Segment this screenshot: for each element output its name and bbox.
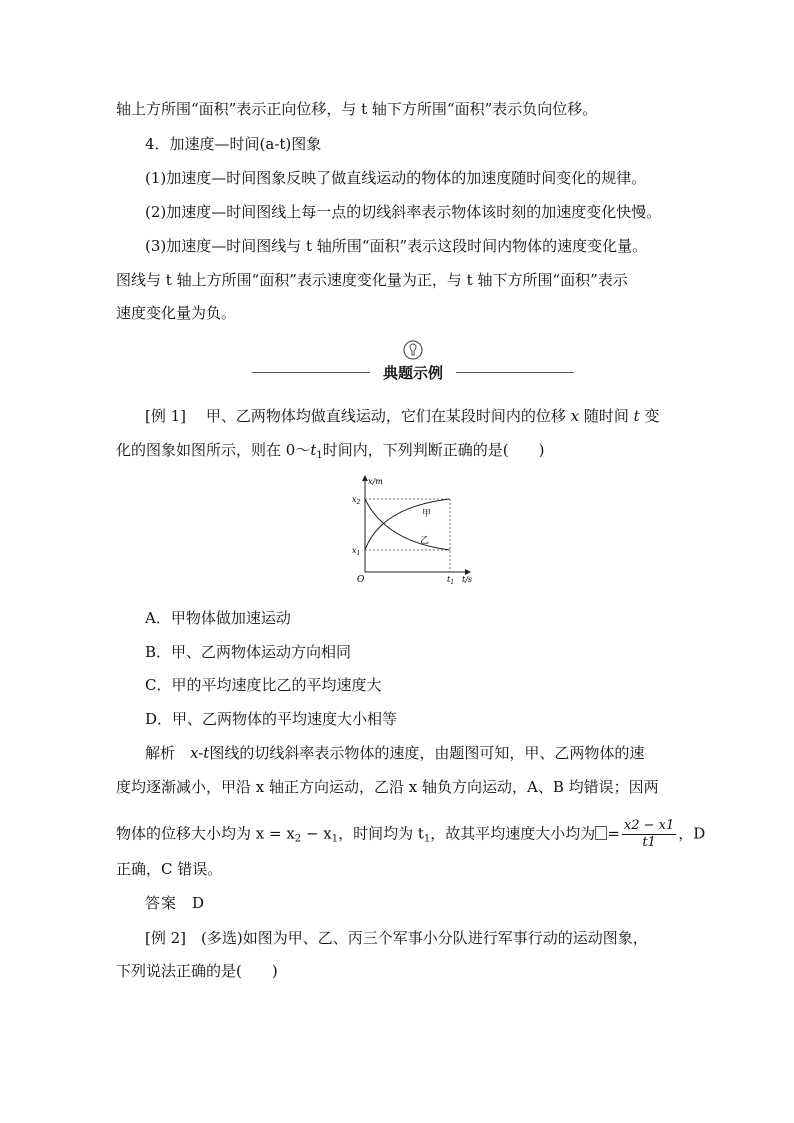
option-c: C．甲的平均速度比乙的平均速度大	[145, 676, 382, 694]
text: 化的图象如图所示，则在 0～	[116, 441, 311, 459]
xt-graph	[346, 472, 482, 588]
subscript: 2	[294, 833, 302, 845]
option-b: B．甲、乙两物体运动方向相同	[145, 643, 352, 661]
text: 时间内，下列判断正确的是( )	[322, 441, 545, 459]
example-label: [例 1]	[145, 407, 187, 425]
text: 甲、乙两物体均做直线运动，它们在某段时间内的位移	[205, 407, 566, 425]
var: x	[570, 407, 580, 425]
text: 物体的位移大小均为 x = x	[116, 824, 295, 843]
list-item-continuation: 速度变化量为负。	[116, 304, 237, 322]
example-label: [例 2]	[145, 929, 187, 947]
v-bar-glyph	[595, 826, 607, 840]
var: t	[633, 407, 640, 425]
list-item: (3)加速度—时间图线与 t 轴所围“面积”表示这段时间内物体的速度变化量。	[145, 237, 648, 255]
x-axis-label: t/s	[462, 575, 473, 584]
text: ，时间均为 t	[338, 824, 424, 843]
example-1-line-2	[116, 440, 544, 466]
option-a: A．甲物体做加速运动	[145, 609, 291, 627]
divider-line-left	[252, 372, 370, 373]
analysis-line-3: 物体的位移大小均为 $x = x_2 - x_1$，时间均为 $t_1$，故其平均速度大小均为 = $\frac{x2 - x1}{t1}$ ，D	[116, 818, 706, 850]
analysis-label: 解析	[145, 744, 176, 762]
origin-label: O	[357, 575, 365, 585]
text: 变	[644, 407, 660, 425]
answer	[145, 893, 204, 913]
answer-label: 答案	[145, 894, 178, 912]
text: − x	[301, 824, 332, 843]
curve-yi-label: 乙	[420, 536, 430, 546]
x-tick-t1: $t_1$	[447, 575, 455, 586]
text: (多选)如图为甲、乙、丙三个军事小分队进行军事行动的运动图象，	[201, 929, 648, 947]
var: x-t	[190, 744, 210, 762]
example-1-line-1	[145, 406, 660, 426]
text: 随时间	[583, 407, 629, 425]
analysis-line-1	[145, 743, 644, 763]
list-item: (2)加速度—时间图线上每一点的切线斜率表示物体该时刻的加速度变化快慢。	[145, 203, 662, 221]
text: ，故其平均速度大小均为	[430, 824, 596, 843]
curve-jia-label: 甲	[422, 509, 432, 519]
example-2-line-1	[145, 928, 648, 948]
subscript: 1	[423, 833, 431, 845]
divider-line-right	[456, 372, 574, 373]
subscript: 1	[331, 833, 339, 845]
curve-yi	[365, 499, 450, 550]
answer-value: D	[192, 894, 205, 912]
text: ，D	[678, 824, 706, 843]
y-tick-x1: $x_1$	[352, 546, 361, 557]
section-heading: 4．加速度—时间(a-t)图象	[145, 135, 322, 153]
var: t	[310, 441, 317, 459]
option-d: D．甲、乙两物体的平均速度大小相等	[145, 710, 398, 728]
para-continuation: 轴上方所围“面积”表示正向位移，与 t 轴下方所围“面积”表示负向位移。	[116, 100, 598, 118]
y-axis-label: x/m	[368, 477, 383, 486]
section-divider	[252, 340, 574, 384]
analysis-line-4: 正确，C 错误。	[116, 860, 223, 878]
divider-title: 典题示例	[382, 364, 443, 382]
y-tick-x2: $x_2$	[352, 495, 361, 506]
fraction	[622, 818, 676, 851]
text: 图线的切线斜率表示物体的速度，由题图可知，甲、乙两物体的速	[209, 744, 645, 762]
example-2-line-2: 下列说法正确的是( )	[116, 962, 278, 980]
analysis-line-2: 度均逐渐减小，甲沿 x 轴正方向运动，乙沿 x 轴负方向运动，A、B 均错误；因两	[116, 778, 659, 796]
fraction-numerator: x2 − x1	[623, 818, 675, 833]
curve-jia	[365, 499, 450, 550]
lightbulb-icon	[402, 340, 424, 362]
fraction-denominator: t1	[642, 835, 656, 850]
subscript: 1	[316, 450, 323, 461]
list-item-continuation: 图线与 t 轴上方所围“面积”表示速度变化量为正，与 t 轴下方所围“面积”表示	[116, 271, 628, 289]
list-item: (1)加速度—时间图象反映了做直线运动的物体的加速度随时间变化的规律。	[145, 169, 647, 187]
